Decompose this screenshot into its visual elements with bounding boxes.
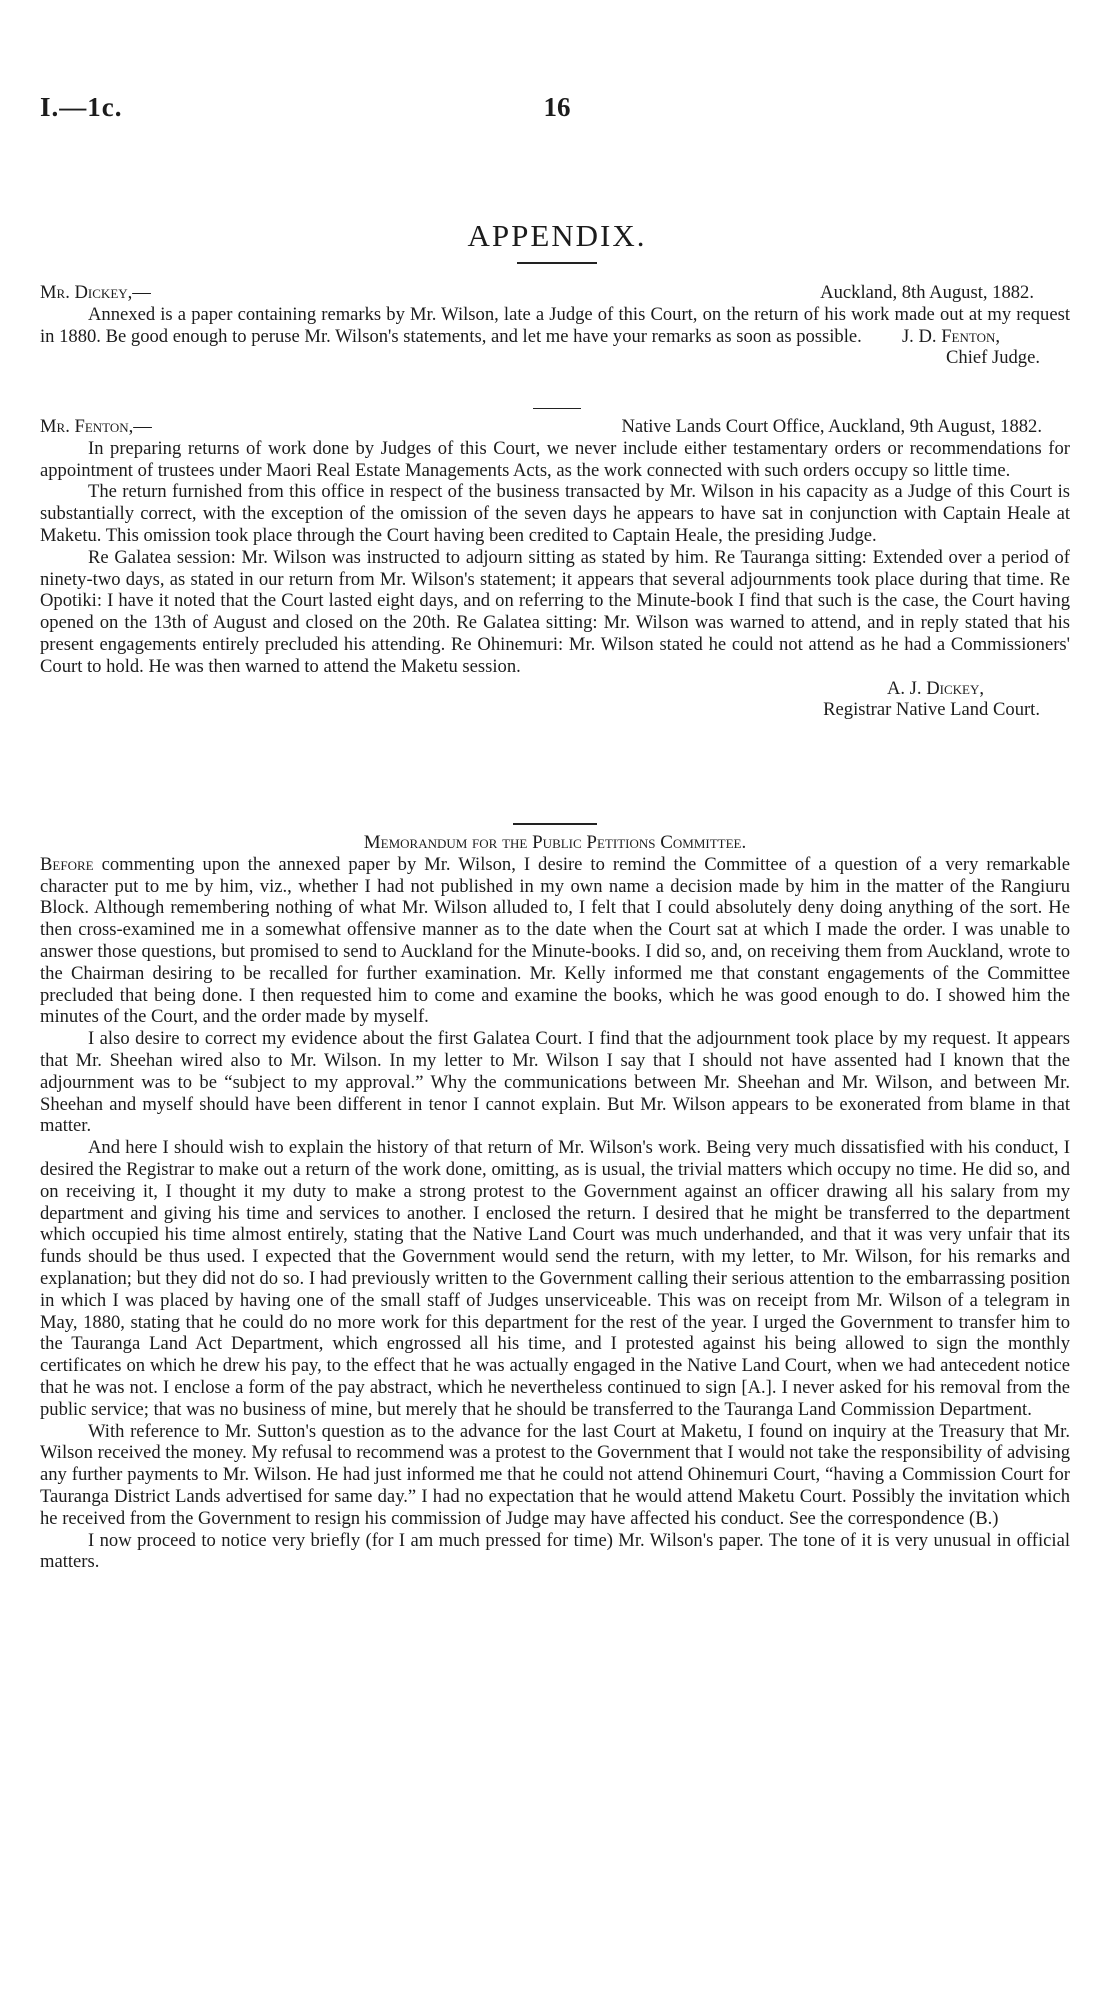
letter2-signature-title: Registrar Native Land Court. [823, 699, 1040, 721]
section-divider [513, 823, 597, 825]
memorandum-paragraph: I also desire to correct my evidence about the first Galatea Court. I find that the adjournment took place by my request. It appears that Mr. Sheehan wired also to Mr. Wilson. In my letter to Mr. Wilson I say that I should not have assented had I known that the adjournment was to be “subject to my approval.” Why the communications between Mr. Sheehan and Mr. Wilson, and between Mr. Sheehan and myself should have been different in tenor I cannot explain. But Mr. Wilson appears to be exonerated from blame in that matter. [40, 1028, 1070, 1137]
memorandum-heading: Memorandum for the Public Petitions Committee. [363, 832, 747, 853]
title-rule [517, 262, 597, 264]
memorandum-paragraph: Before commenting upon the annexed paper by Mr. Wilson, I desire to remind the Committee of a question of a very remarkable character put to me by him, viz., whether I had not published in my own name a decision made by him in the matter of the Rangiuru Block. Although remembering nothing of what Mr. Wilson alluded to, I felt that I could absolutely deny doing anything of the sort. He then cross-examined me in a somewhat offensive manner as to the date when the Court sat at which I made the order. I was unable to answer those questions, but promised to send to Auckland for the Minute-books. I did so, and, on receiving them from Auckland, wrote to the Chairman desiring to be recalled for further examination. Mr. Kelly informed me that constant engagements of the Committee precluded that being done. I then requested him to come and examine the books, which he was good enough to do. I showed him the minutes of the Court, and the order made by myself. [40, 853, 1070, 1028]
series-code: I.—1c. [40, 92, 123, 122]
letter1-dateline: Auckland, 8th August, 1882. [820, 282, 1034, 303]
memorandum-paragraph: With reference to Mr. Sutton's question as to the advance for the last Court at Maketu, I found on inquiry at the Treasury that Mr. Wilson received the money. My refusal to recommend was a protest to the Government that I would not take the responsibility of advising any further payments to Mr. Wilson. He had just informed me that he could not attend Ohinemuri Court, “having a Commission Court for Tauranga District Lands advertised for same day.” I had no expectation that he would attend Maketu Court. Possibly the invitation which he received from the Government to resign his commission of Judge may have affected his conduct. See the correspondence (B.) [40, 1420, 1070, 1529]
letter1-body: Annexed is a paper containing remarks by Mr. Wilson, late a Judge of this Court, on the return of his work made out at my request in 1880. Be good enough to peruse Mr. Wilson's statements, and let me have your remarks as soon as possible. [40, 303, 1070, 347]
page-number: 16 [543, 92, 571, 122]
letter1-signature-title: Chief Judge. [946, 347, 1040, 369]
letter2-paragraph: Re Galatea session: Mr. Wilson was instructed to adjourn sitting as stated by him. Re Tauranga sitting: Extended over a period of ninety-two days, as stated in our return from Mr. Wilson's statement; it appears that several adjournments took place during that time. Re Opotiki: I have it noted that the Court lasted eight days, and on referring to the Minute-book I find that such is the case, the Court having opened on the 13th of August and closed on the 20th. Re Galatea sitting: Mr. Wilson was warned to attend, and in reply stated that his present engagements entirely precluded his attending. Re Ohinemuri: Mr. Wilson stated he could not attend as he had a Commissioners' Court to hold. He was then warned to attend the Maketu session. [40, 546, 1070, 677]
letter1-signature: J. D. Fenton, [901, 325, 1000, 347]
memorandum-paragraph: And here I should wish to explain the history of that return of Mr. Wilson's work. Being very much dissatisfied with his conduct, I desired the Registrar to make out a return of the work done, omitting, as is usual, the trivial matters which occupy no time. He did so, and on receiving it, I thought it my duty to make a strong protest to the Government against an officer drawing all his salary from my department and giving his time and services to another. I enclosed the return. I desired that he might be transferred to the department which occupied his time almost entirely, stating that the Native Land Court was much underhanded, and that it was very unfair that its funds should be thus used. I expected that the Government would send the return, with my letter, to Mr. Wilson, for his remarks and explanation; but they did not do so. I had previously written to the Government calling their serious attention to the embarrassing position in which I was placed by having one of the small staff of Judges unserviceable. This was on receipt from Mr. Wilson of a telegram in May, 1880, stating that he could do no more work for this department for the rest of the year. I urged the Government to transfer him to the Tauranga Land Act Department, which engrossed all his time, and I protested against his being allowed to sign the monthly certificates on which he drew his pay, to the effect that he was actually engaged in the Native Land Court, when we had antecedent notice that he was not. I enclose a form of the pay abstract, which he nevertheless continued to sign [A.]. I never asked for his removal from the public service; that was no business of mine, but merely that he should be transferred to the Tauranga Land Commission Department. [40, 1137, 1070, 1420]
memorandum-paragraph: I now proceed to notice very briefly (for I am much pressed for time) Mr. Wilson's paper. The tone of it is very unusual in official matters. [40, 1529, 1070, 1573]
letter2-dateline: Native Lands Court Office, Auckland, 9th August, 1882. [621, 416, 1042, 437]
memorandum-first-words: Before [40, 853, 94, 875]
memorandum [40, 832, 1070, 1573]
letter2-salutation: Mr. Fenton,— [40, 416, 152, 437]
letter1-salutation: Mr. Dickey,— [40, 282, 151, 303]
letter-fenton-to-dickey [40, 282, 1070, 369]
appendix-title: APPENDIX. [467, 218, 647, 253]
letter-dickey-to-fenton [40, 416, 1070, 721]
letter2-paragraph: The return furnished from this office in respect of the business transacted by Mr. Wilson in his capacity as a Judge of this Court is substantially correct, with the exception of the omission of the seven days he appears to have sat in conjunction with Captain Heale at Maketu. This omission took place through the Court having been credited to Captain Heale, the presiding Judge. [40, 481, 1070, 546]
letter2-paragraph: In preparing returns of work done by Judges of this Court, we never include either testamentary orders or recommendations for appointment of trustees under Maori Real Estate Managements Acts, as the work connected with such orders occupy so little time. [40, 437, 1070, 481]
letter2-signature: A. J. Dickey, [886, 677, 984, 699]
letter-divider [533, 408, 581, 409]
